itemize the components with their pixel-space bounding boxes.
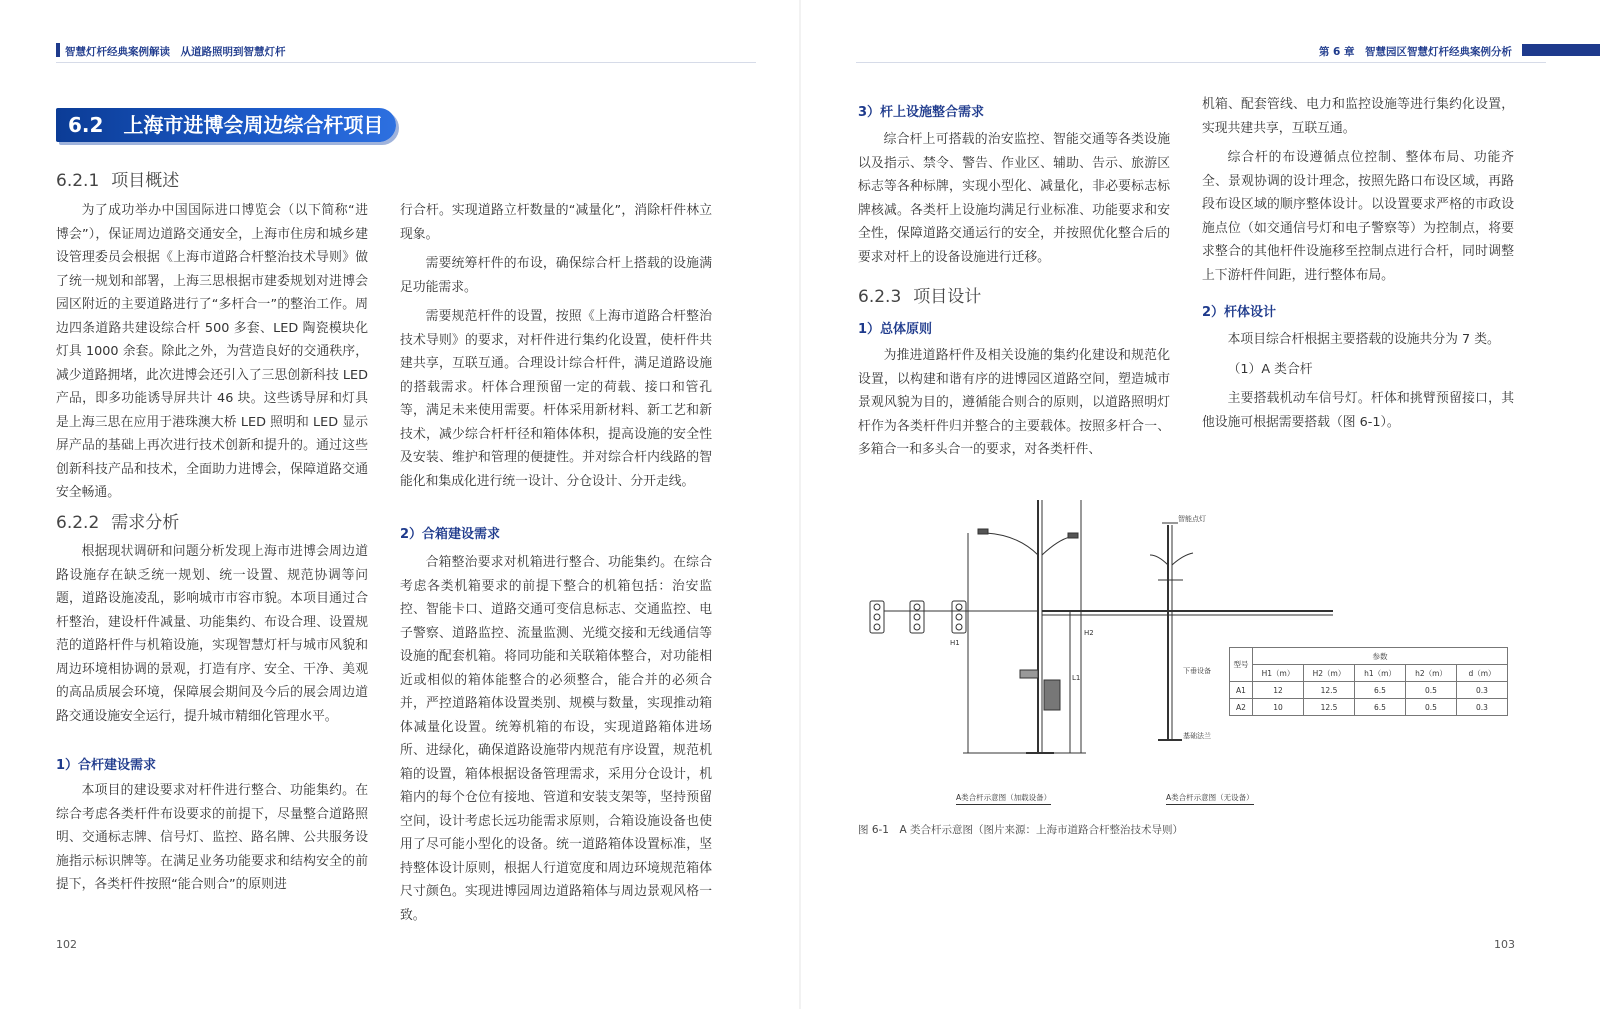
column-2 [400, 199, 712, 499]
column-3-principle [858, 344, 1170, 468]
label-smart-lamp: 智能点灯 [1178, 515, 1206, 523]
heading-text: 项目设计 [913, 287, 982, 307]
table-col-header: h1（m） [1355, 665, 1406, 682]
table-row [1230, 682, 1508, 699]
label-device: 下垂设备 [1183, 667, 1211, 675]
table-header-params: 参数 [1253, 648, 1508, 665]
table-cell: 12 [1253, 682, 1304, 699]
figure-caption: 图 6-1 A 类合杆示意图（图片来源：上海市道路合杆整治技术导则） [858, 824, 1184, 836]
page-number-left: 102 [56, 938, 77, 951]
paragraph-layout: 需要统筹杆件的布设，确保综合杆上搭载的设施满足功能需求。 [400, 256, 712, 295]
label-base-flange: 基础法兰 [1183, 732, 1211, 740]
table-cell: 12.5 [1304, 682, 1355, 699]
paragraph-a-type: （1）A 类合杆 [1227, 361, 1313, 377]
table-col-header: H1（m） [1253, 665, 1304, 682]
heading-text: 项目概述 [111, 171, 180, 191]
paragraph-principle: 为推进道路杆件及相关设施的集约化建设和规范化设置，以构建和谐有序的进博园区道路空间，塑造城市景观风貌为目的，遵循能合则合的原则，以道路照明灯杆作为各类杆件归并整合的主要载体。按照多杆合一、多箱合一和多头合一的要求，对各类杆件、 [858, 348, 1170, 457]
paragraph-layout-design: 综合杆的布设遵循点位控制、整体布局、功能齐全、景观协调的设计理念，按照先路口布设区域，再路段布设区域的顺序整体设计。以设置要求严格的市政设施点位（如交通信号灯和电子警察等）为控制点，将要求整合的其他杆件设施移至控制点进行合杆，同时调整上下游杆件间距，进行整体布局。 [1202, 150, 1514, 283]
heading-number: 6.2.1 [56, 171, 100, 191]
column-1-pole [56, 779, 368, 903]
paragraph-demand: 根据现状调研和问题分析发现上海市进博会周边道路设施存在缺乏统一规划、统一设置、规范协调等问题，道路设施凌乱，影响城市市容市貌。本项目通过合杆整治，建设杆件减量、功能集约、布设合理、设置规范的道路杆件与机箱设施，实现智慧灯杆与城市风貌和周边环境相协调的景观，打造有序、安全、干净、美观的高品质展会环境，保障展会期间及今后的展会周边道路交通设施安全运行，提升城市精细化管理水平。 [56, 544, 368, 724]
dimension-label-h2: H2 [1084, 629, 1094, 637]
paragraph-pole-types: 本项目综合杆根据主要搭载的设施共分为 7 类。 [1227, 332, 1500, 347]
running-head-right: 第 6 章 智慧园区智慧灯杆经典案例分析 [1318, 46, 1512, 58]
column-1-demand [56, 540, 368, 734]
header-rule [856, 62, 1546, 63]
paragraph-box-demand: 合箱整治要求对机箱进行整合、功能集约。在综合考虑各类机箱要求的前提下整合的机箱包括：治安监控、智能卡口、道路交通可变信息标志、交通监控、电子警察、道路监控、流量监测、光缆交接和无线通信等设施的配套机箱。将同功能和关联箱体整合，对功能相近或相似的箱体能整合的必须整合，能合并的必须合并，严控道路箱体设置类别、规模与数量，实现推动箱体减量化设置。统筹机箱的布设，实现道路箱体进场所、进绿化，确保道路设施带内规范有序设置，规范机箱的设置，箱体根据设备管理需求，采用分仓设计，机箱内的每个仓位有接地、管道和安装支架等，坚持预留空间，设计考虑长远功能需求原则，合箱设施设备也使用了尽可能小型化的设备。统一道路箱体设置标准，坚持整体设计原则，根据人行道宽度和周边环境规范箱体尺寸颜色。实现进博园周边道路箱体与周边景观风格一致。 [400, 555, 712, 923]
heading-box-demand: 2）合箱建设需求 [400, 527, 501, 542]
heading-6-2-3 [858, 282, 981, 307]
heading-facility-integration: 3）杆上设施整合需求 [858, 105, 985, 120]
table-row [1230, 699, 1508, 716]
section-title: 上海市进博会周边综合杆项目 [123, 113, 384, 137]
column-2-box [400, 551, 712, 933]
heading-6-2-2 [56, 508, 179, 533]
column-4 [1202, 93, 1514, 293]
table-cell: 6.5 [1355, 682, 1406, 699]
paragraph-a-type-desc: 主要搭载机动车信号灯。杆体和挑臂预留接口，其他设施可根据需要搭载（图 6-1）。 [1202, 391, 1514, 430]
dimension-label-h1: H1 [950, 639, 960, 647]
paragraph-facility: 综合杆上可搭载的治安监控、智能交通等各类设施以及指示、禁令、警告、作业区、辅助、告示、旅游区标志等各种标牌，实现小型化、减量化，非必要标志标牌核减。各类杆上设施均满足行业标准、功能要求和安全性，保障道路交通运行的安全，并按照优化整合后的要求对杆上的设备设施进行迁移。 [858, 132, 1170, 265]
paragraph-standard: 需要规范杆件的设置，按照《上海市道路合杆整治技术导则》的要求，对杆件进行集约化设置，使杆件共建共享，互联互通。合理设计综合杆件，满足道路设施的搭载需求。杆体合理预留一定的荷载、接口和管孔等，满足未来使用需要。杆体采用新材料、新工艺和新技术，减少综合杆杆径和箱体体积，提高设施的安全性及安装、维护和管理的便捷性。并对综合杆内线路的智能化和集成化进行统一设计、分仓设计、分开走线。 [400, 309, 712, 489]
table-cell: 12.5 [1304, 699, 1355, 716]
table-header-type: 型号 [1230, 648, 1253, 682]
table-cell: 0.3 [1457, 699, 1508, 716]
section-title-banner [56, 108, 396, 142]
table-cell: 10 [1253, 699, 1304, 716]
paragraph-continued: 行合杆。实现道路立杆数量的“减量化”，消除杆件林立现象。 [400, 203, 712, 242]
table-cell: 0.5 [1406, 682, 1457, 699]
page-number-right: 103 [1494, 938, 1515, 951]
heading-pole-design: 2）杆体设计 [1202, 305, 1277, 320]
table-cell: A2 [1230, 699, 1253, 716]
column-4-pole [1202, 328, 1514, 440]
dimension-label-l1: L1 [1072, 674, 1081, 682]
heading-6-2-1 [56, 166, 179, 191]
heading-pole-demand: 1）合杆建设需求 [56, 758, 157, 773]
header-bar [1522, 44, 1600, 56]
heading-number: 6.2.3 [858, 287, 902, 307]
heading-number: 6.2.2 [56, 513, 100, 533]
table-cell: 6.5 [1355, 699, 1406, 716]
pole-parameter-table [1229, 647, 1508, 716]
section-number: 6.2 [68, 113, 104, 137]
table-cell: A1 [1230, 682, 1253, 699]
column-3 [858, 128, 1170, 275]
table-cell: 0.3 [1457, 682, 1508, 699]
paragraph-continued: 机箱、配套管线、电力和监控设施等进行集约化设置，实现共建共享，互联互通。 [1202, 97, 1514, 136]
subcaption-right: A类合杆示意图（无设备） [1166, 792, 1254, 805]
running-head-left: 智慧灯杆经典案例解读 从道路照明到智慧灯杆 [56, 44, 286, 59]
table-col-header: H2（m） [1304, 665, 1355, 682]
heading-general-principle: 1）总体原则 [858, 322, 933, 337]
paragraph-overview: 为了成功举办中国国际进口博览会（以下简称“进博会”），保证周边道路交通安全，上海市住房和城乡建设管理委员会根据《上海市道路合杆整治技术导则》做了统一规划和部署，上海三思根据市建委规划对进博会园区附近的主要道路进行了“多杆合一”的整治工作。周边四条道路共建设综合杆 500 多套、LED 陶瓷模块化灯具 1000 余套。除此之外，为营造良好的交通秩序，减少道路拥堵，此次进博会还引入了三思创新科技 LED 产品，即多功能诱导屏共计 46 块。这些诱导屏和灯具是上海三思在应用于港珠澳大桥 LED 照明和 LED 显示屏产品的基础上再次进行技术创新和提升的。通过这些创新科技产品和技术，全面助力进博会，保障道路交通安全畅通。 [56, 203, 368, 500]
paragraph-pole-demand: 本项目的建设要求对杆件进行整合、功能集约。在综合考虑各类杆件布设要求的前提下，尽量整合道路照明、交通标志牌、信号灯、监控、路名牌、公共服务设施指示标识牌等。在满足业务功能要求和结构安全的前提下，各类杆件按照“能合则合”的原则进 [56, 783, 368, 892]
table-col-header: h2（m） [1406, 665, 1457, 682]
heading-text: 需求分析 [111, 513, 180, 533]
header-rule [56, 62, 756, 63]
subcaption-left: A类合杆示意图（加载设备） [956, 792, 1051, 805]
column-1 [56, 199, 368, 511]
table-cell: 0.5 [1406, 699, 1457, 716]
table-col-header: d（m） [1457, 665, 1508, 682]
